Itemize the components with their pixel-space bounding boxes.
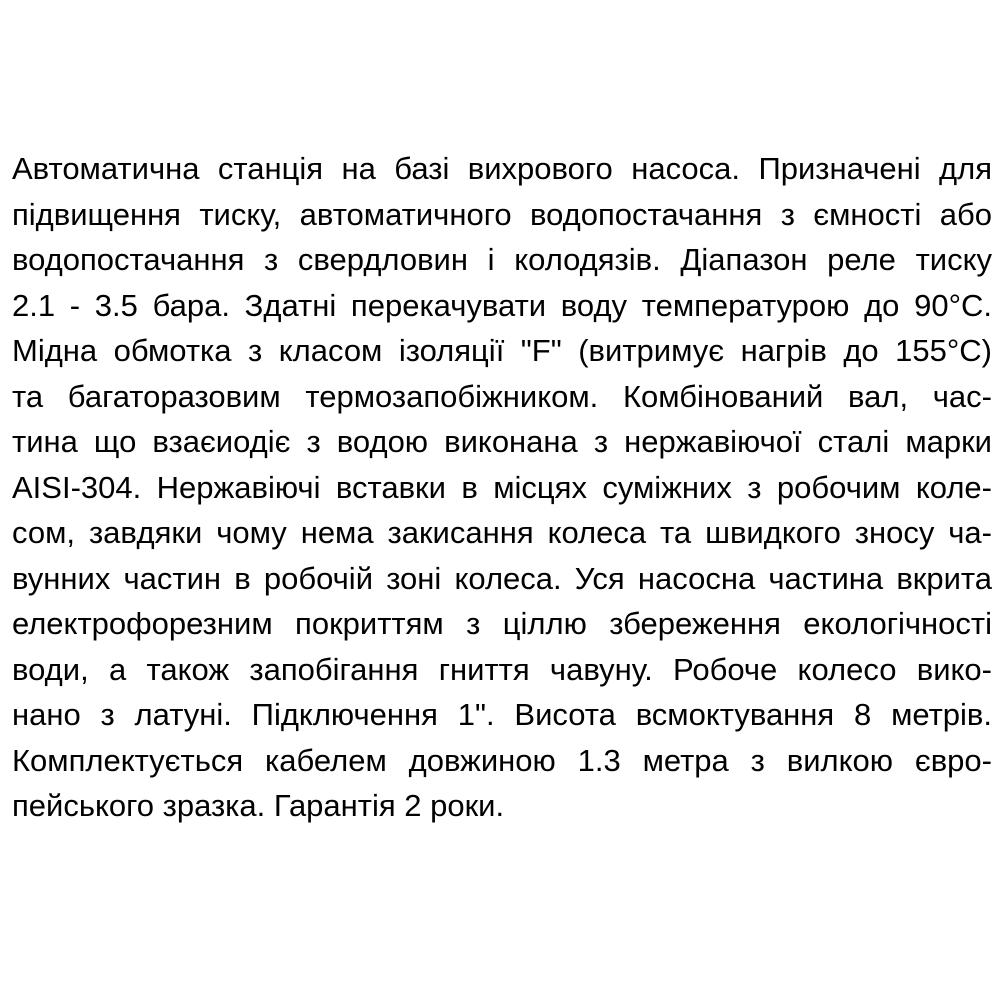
description-line: 2.1 - 3.5 бара. Здатні перекачувати воду температурою до 90°С. xyxy=(12,287,992,323)
description-line: AISI-304. Нержавіючі вставки в місцях суміжних з робочим коле- xyxy=(12,469,992,505)
description-line: Комплектується кабелем довжиною 1.3 метра з вилкою євро- xyxy=(12,742,992,778)
description-line: електрофорезним покриттям з ціллю збереження екологічності xyxy=(12,606,992,641)
product-description xyxy=(12,146,992,829)
description-line: та багаторазовим термозапобіжником. Комбінований вал, час- xyxy=(12,378,992,414)
description-line: Автоматична станція на базі вихрового насоса. Призначені для xyxy=(12,151,992,186)
description-line: води, а також запобігання гниття чавуну. Робоче колесо вико- xyxy=(12,651,992,687)
description-line: водопостачання з свердловин і колодязів. Діапазон реле тиску xyxy=(12,242,992,277)
description-line: підвищення тиску, автоматичного водопостачання з ємності або xyxy=(12,196,992,232)
description-line: Мідна обмотка з класом ізоляції "F" (витримує нагрів до 155°С) xyxy=(12,333,992,368)
description-line: сом, завдяки чому нема закисання колеса та швидкого зносу ча- xyxy=(12,515,992,550)
description-line: нано з латуні. Підключення 1". Висота всмоктування 8 метрів. xyxy=(12,697,992,732)
description-line: вунних частин в робочій зоні колеса. Уся насосна частина вкрита xyxy=(12,560,992,596)
description-line: тина що взаєиодіє з водою виконана з нержавіючої сталі марки xyxy=(12,424,992,459)
description-line: пейського зразка. Гарантія 2 роки. xyxy=(12,788,505,823)
